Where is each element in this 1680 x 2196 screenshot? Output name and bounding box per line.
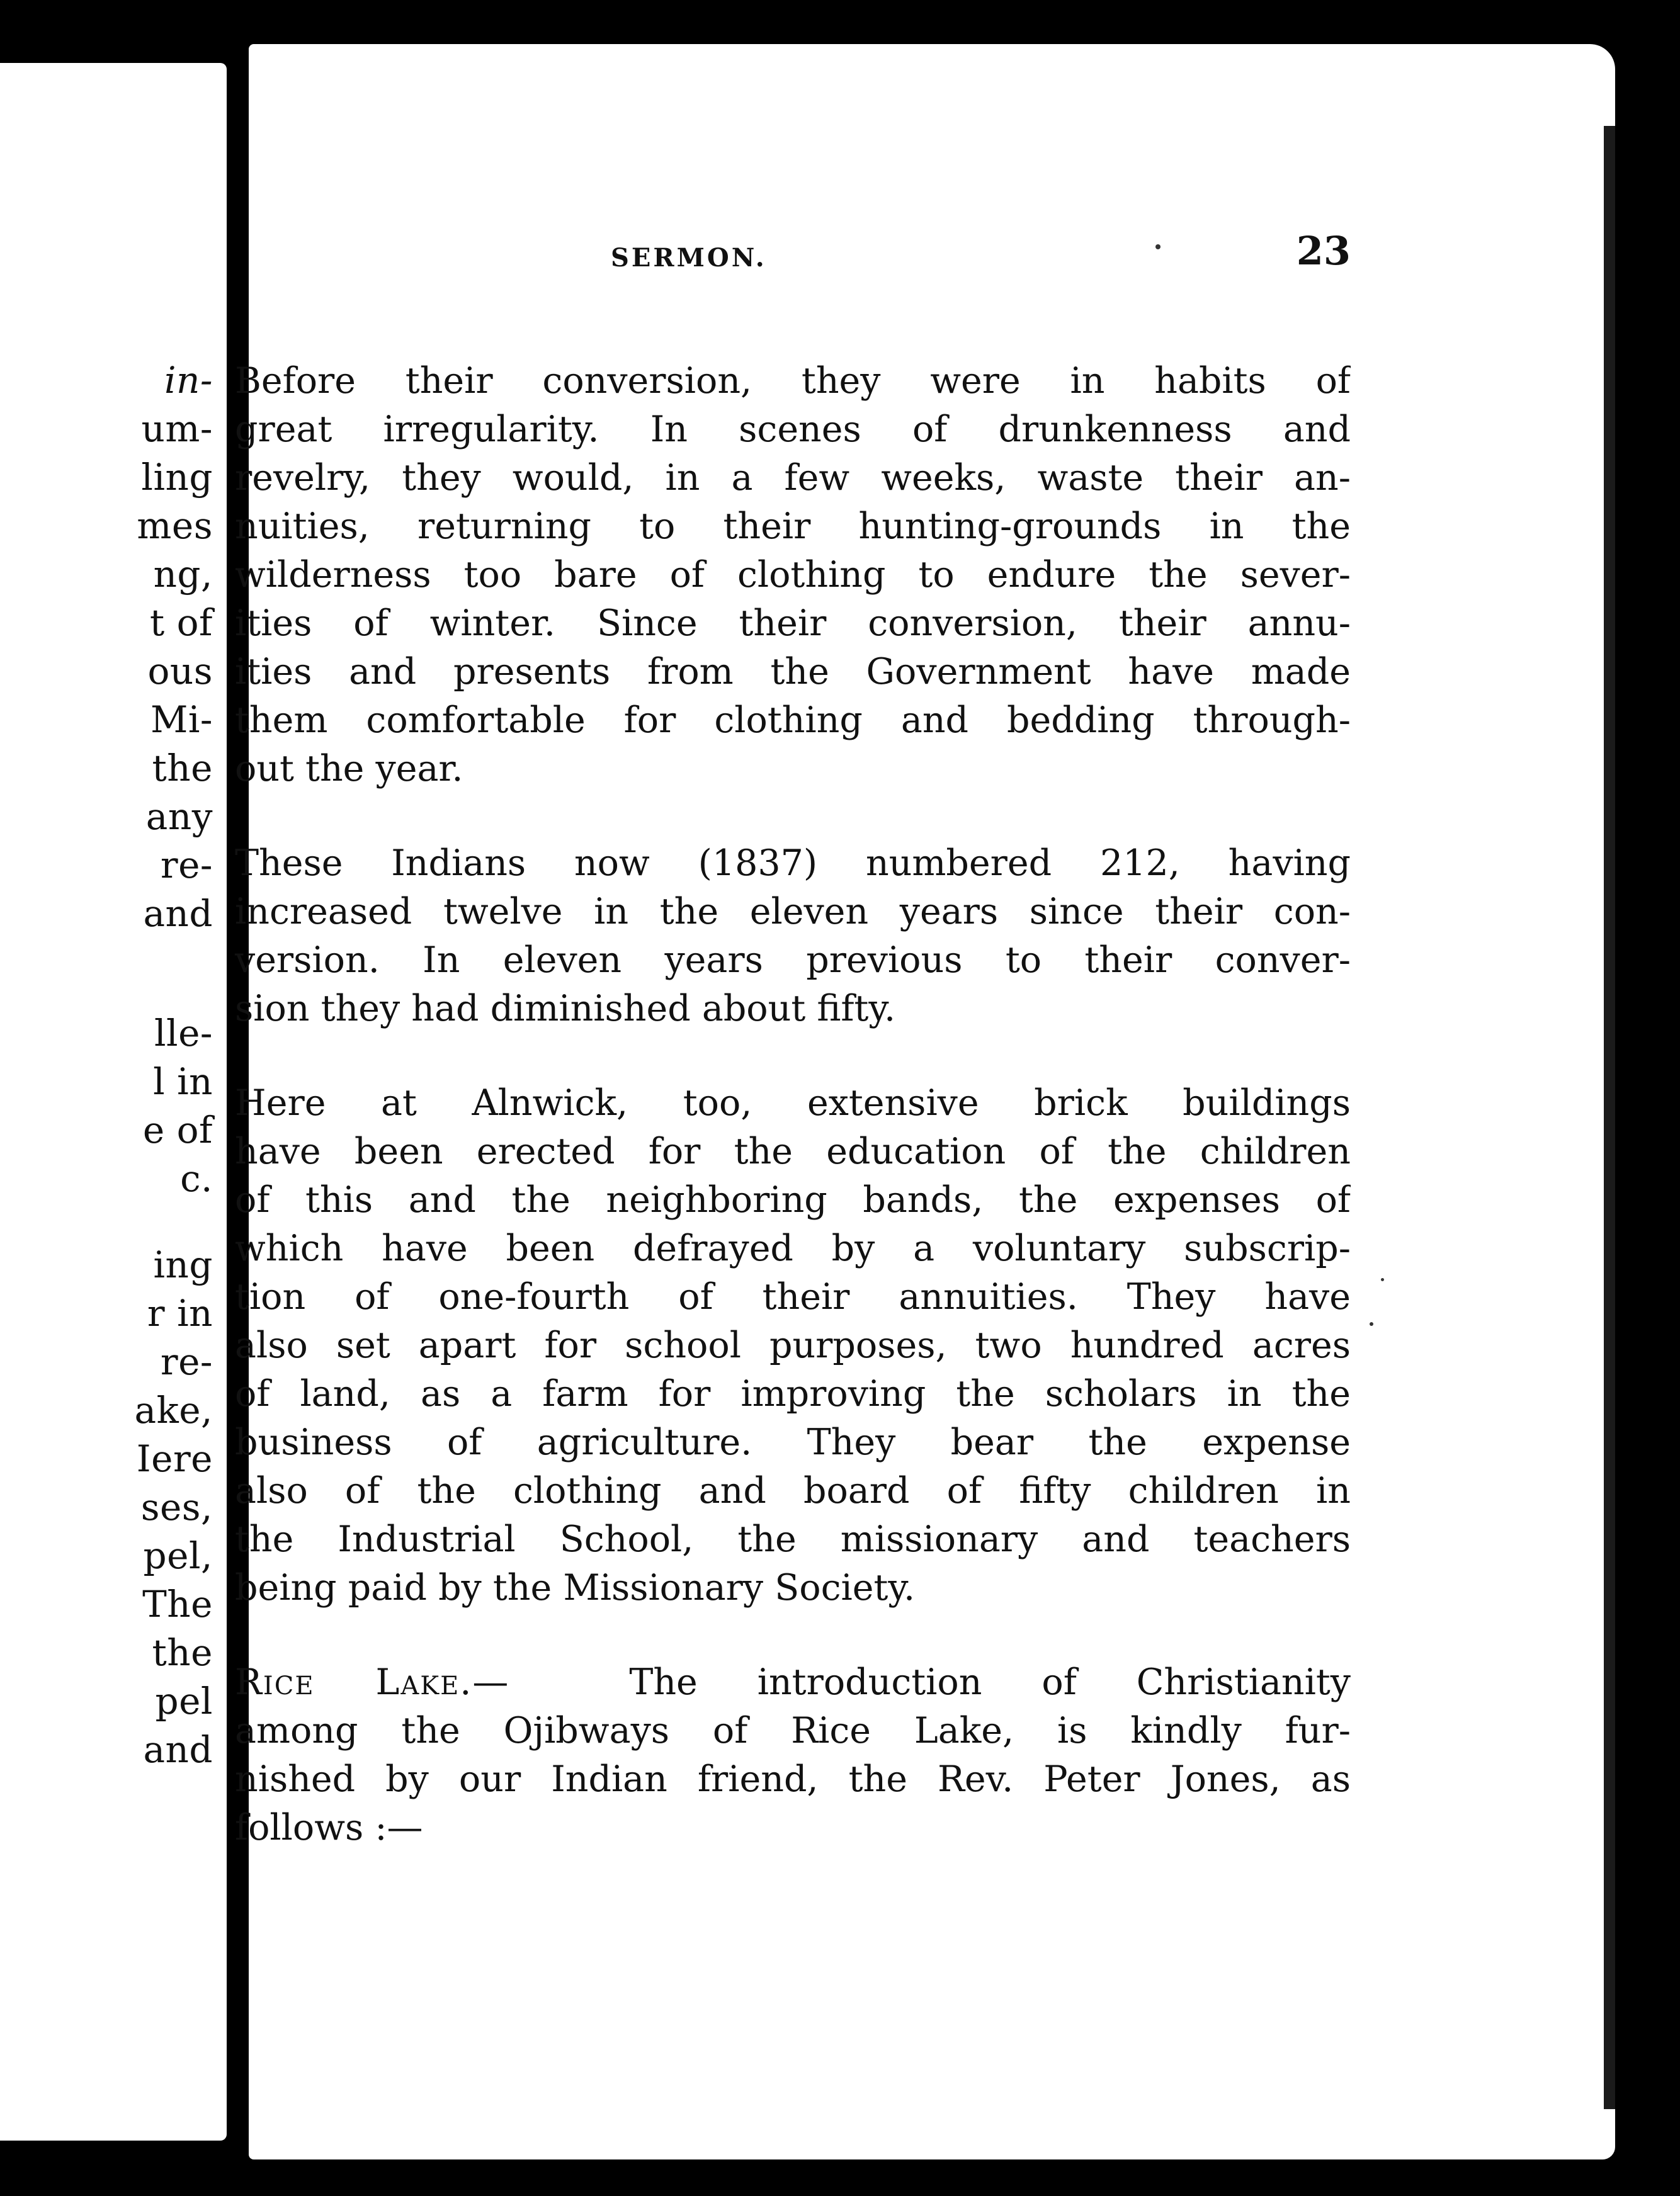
left-fragment: the: [152, 747, 213, 790]
left-fragment: c.: [180, 1157, 213, 1200]
text-line: follows :—: [235, 1807, 423, 1848]
running-title: SERMON.: [611, 243, 767, 273]
page-header: [192, 228, 1351, 285]
left-fragment: in-: [164, 359, 213, 402]
text-line: [192, 1658, 1351, 1707]
left-fragment: l in: [153, 1060, 213, 1103]
text-line: them comfortable for clothing and bedding through-: [235, 699, 1351, 741]
left-fragment: ling: [141, 456, 213, 499]
text-line: nuities, returning to their hunting-grounds in the: [235, 506, 1351, 547]
page-number: 23: [1296, 228, 1351, 274]
text-line: Before their conversion, they were in habits of: [235, 360, 1351, 402]
page-edge-shadow: [1604, 126, 1615, 2109]
section-lead-rice-lake: Rice Lake.—: [235, 1661, 510, 1703]
left-fragment: Mi-: [150, 698, 213, 741]
left-fragment: and: [143, 1728, 213, 1771]
text-line: being paid by the Missionary Society.: [235, 1567, 916, 1609]
text-line-rest: The introduction of Christianity: [629, 1661, 1351, 1703]
text-line: of this and the neighboring bands, the expenses of: [235, 1179, 1351, 1221]
print-speck: [1370, 1322, 1373, 1326]
text-line: which have been defrayed by a voluntary subscrip-: [235, 1228, 1351, 1269]
left-fragment: Iere: [136, 1437, 213, 1480]
text-line: These Indians now (1837) numbered 212, having: [235, 842, 1351, 884]
print-speck: [1381, 1278, 1384, 1281]
text-line: ities and presents from the Government have made: [235, 651, 1351, 693]
left-fragment: re-: [160, 844, 213, 886]
body-text: [192, 357, 1351, 1898]
text-line: among the Ojibways of Rice Lake, is kindly fur-: [235, 1710, 1351, 1752]
text-line: great irregularity. In scenes of drunkenness and: [235, 409, 1351, 450]
left-fragment: mes: [137, 504, 213, 547]
text-line: tion of one-fourth of their annuities. They have: [235, 1276, 1351, 1318]
left-fragment: and: [143, 892, 213, 935]
text-line: have been erected for the education of the children: [235, 1131, 1351, 1172]
text-line: increased twelve in the eleven years since their con-: [235, 891, 1351, 932]
text-line: Here at Alnwick, too, extensive brick buildings: [235, 1082, 1351, 1124]
left-fragment: ses,: [140, 1486, 213, 1529]
text-line: version. In eleven years previous to their conver-: [235, 939, 1351, 981]
text-line: wilderness too bare of clothing to endure the sever-: [235, 554, 1351, 596]
text-line: the Industrial School, the missionary and teachers: [235, 1519, 1351, 1560]
text-line: also of the clothing and board of fifty children in: [235, 1470, 1351, 1512]
text-line: sion they had diminished about fifty.: [235, 988, 896, 1029]
text-line: of land, as a farm for improving the scholars in the: [235, 1373, 1351, 1415]
text-line: revelry, they would, in a few weeks, waste their an-: [235, 457, 1351, 499]
left-fragment: re-: [160, 1340, 213, 1383]
left-fragment: ous: [147, 650, 213, 693]
left-fragment: The: [142, 1583, 213, 1626]
text-line: business of agriculture. They bear the expense: [235, 1422, 1351, 1463]
text-line: nished by our Indian friend, the Rev. Peter Jones, as: [235, 1758, 1351, 1800]
left-fragment: lle-: [154, 1012, 213, 1055]
paragraph: [192, 1079, 1351, 1612]
paragraph: [192, 357, 1351, 793]
left-fragment: e of: [142, 1109, 213, 1152]
left-fragment: ing: [153, 1243, 213, 1286]
left-fragment: pel,: [143, 1534, 213, 1577]
left-fragment: any: [145, 795, 213, 838]
text-line: also set apart for school purposes, two hundred acres: [235, 1325, 1351, 1366]
left-fragment: ng,: [153, 553, 213, 596]
left-fragment: ake,: [134, 1389, 213, 1432]
left-fragment: the: [152, 1631, 213, 1674]
left-fragment: r in: [147, 1292, 213, 1335]
text-line: ities of winter. Since their conversion, their annu-: [235, 603, 1351, 644]
left-fragment: t of: [149, 601, 213, 644]
text-line: out the year.: [235, 748, 463, 790]
left-fragment: pel: [155, 1680, 213, 1723]
left-fragment: um-: [141, 407, 213, 450]
paragraph-rice-lake: [192, 1658, 1351, 1852]
paragraph: [192, 839, 1351, 1033]
